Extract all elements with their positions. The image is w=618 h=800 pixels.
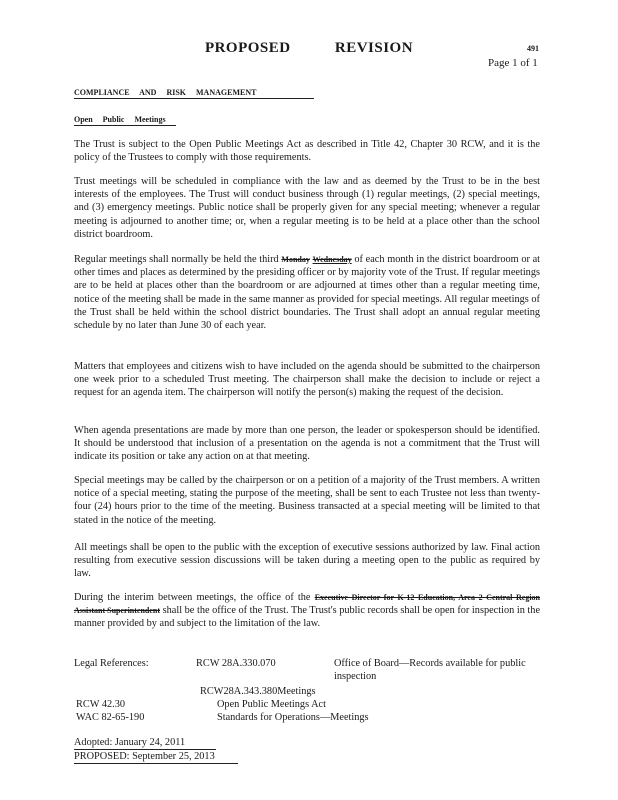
struck-day: Monday <box>281 255 310 264</box>
records-text-start: During the interim between meetings, the office of the <box>74 592 311 603</box>
struck-office: Executive Director for K-12 Education, Area 2 Central Region Assistant Superintendent <box>74 593 541 616</box>
legal-ref-code-3: RCW 42.30 <box>76 699 126 710</box>
legal-ref-desc-4: Standards for Operations—Meetings <box>217 712 369 723</box>
legal-references-label: Legal References: <box>74 658 149 669</box>
document-title: PROPOSED REVISION <box>204 40 414 56</box>
paragraph-regular-meetings <box>74 253 540 332</box>
legal-ref-code-1: RCW 28A.330.070 <box>196 658 276 669</box>
regular-meetings-text-end: of each month in the district boardroom or at other times and places as determined by the presiding officer or by majority vote of the Trust. If regular meetings are to be held at places other than the boardroom or are adjourned at times other than a regular meeting time, notice of the meeting shall be made in the same manner as provided for special meetings. All regular meetings of the Trust shall be held within the school district boundaries. The Trust shall adopt an annual regular meeting schedule by no later than June 30 of each year. <box>74 254 541 332</box>
records-text-end: shall be the office of the Trust. The Trust's public records shall be open for inspection in the manner provided by and subject to the limitation of the law. <box>74 605 541 630</box>
page-indicator: Page 1 of 1 <box>488 57 538 69</box>
paragraph-presentations: When agenda presentations are made by more than one person, the leader or spokesperson should be identified. It should be understood that inclusion of a presentation on the agenda is not a commitment that the Trust will indicate its position or take any action on at that meeting. <box>74 425 540 463</box>
legal-ref-2: RCW28A.343.380Meetings <box>200 686 316 697</box>
paragraph-open-meetings: All meetings shall be open to the public with the exception of executive sessions authorized by law. Final action resulting from executive session discussions will be taken during a meeting open to the public as required by law. <box>74 542 540 580</box>
legal-ref-desc-3: Open Public Meetings Act <box>217 699 326 710</box>
paragraph-scope: The Trust is subject to the Open Public Meetings Act as described in Title 42, Chapter 30 RCW, and it is the policy of the Trustees to comply with those requirements. <box>74 139 540 164</box>
legal-ref-desc-1: Office of Board—Records available for public inspection <box>334 658 526 682</box>
regular-meetings-text-start: Regular meetings shall normally be held the third <box>74 254 279 265</box>
legal-ref-code-4: WAC 82-65-190 <box>76 712 145 723</box>
paragraph-records <box>74 591 540 631</box>
paragraph-scheduling: Trust meetings will be scheduled in compliance with the law and as deemed by the Trust to be in the best interests of the employees. The Trust will conduct business through (1) regular meetings, (2) special meetings, and (3) emergency meetings. Public notice shall be properly given for any special meeting; whenever a regular meeting is adjourned to another time; or, when a regular meeting is to be held at a place other than the school district boardroom. <box>74 176 540 240</box>
section-heading: COMPLIANCE AND RISK MANAGEMENT <box>74 88 314 99</box>
proposed-date: PROPOSED: September 25, 2013 <box>74 750 238 764</box>
policy-title: Open Public Meetings <box>74 115 176 126</box>
paragraph-agenda: Matters that employees and citizens wish to have included on the agenda should be submitted to the chairperson one week prior to a scheduled Trust meeting. The chairperson shall make the decision to include or reject a request for an agenda item. The chairperson will notify the person(s) making the request of the decision. <box>74 361 540 399</box>
document-number: 491 <box>527 44 539 53</box>
paragraph-special-meetings: Special meetings may be called by the chairperson or on a petition of a majority of the Trust members. A written notice of a special meeting, stating the purpose of the meeting, shall be sent to each Trustee not less than twenty-four (24) hours prior to the time of the meeting. Business transacted at a special meeting will be limited to that stated in the notice of the meeting. <box>74 475 540 526</box>
inserted-day: Wednesday <box>312 255 352 264</box>
adopted-date: Adopted: January 24, 2011 <box>74 736 216 750</box>
